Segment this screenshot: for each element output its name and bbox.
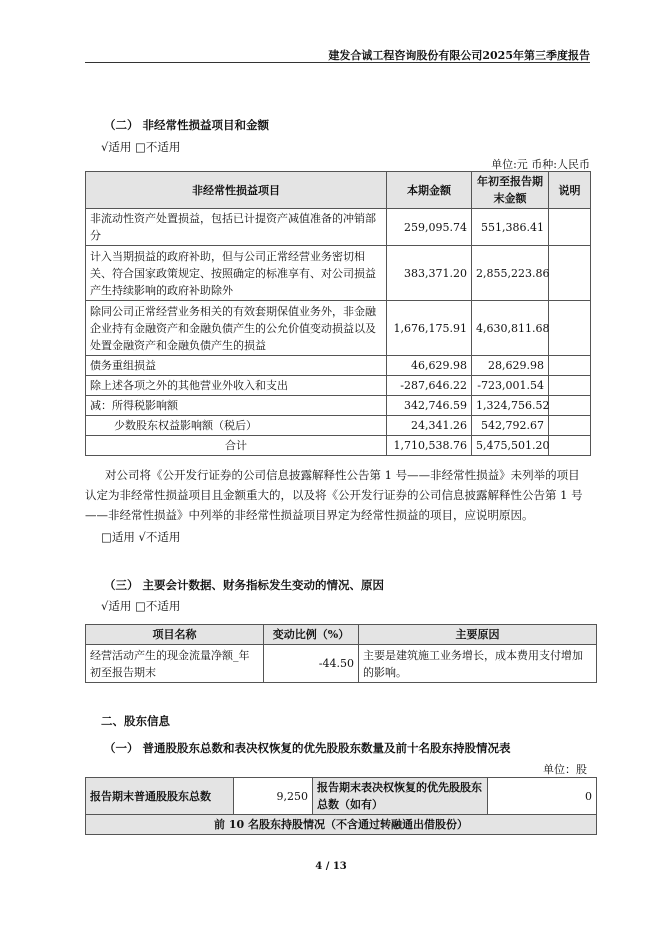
item-cell: 计入当期损益的政府补助，但与公司正常经营业务密切相关、符合国家政策规定、按照确定的标准享有、对公司损益产生持续影响的政府补助除外 — [86, 246, 387, 301]
reason-cell: 主要是建筑施工业务增长，成本费用支付增加的影响。 — [359, 645, 597, 683]
top10-title-cell: 前 10 名股东持股情况（不含通过转融通出借股份） — [86, 815, 597, 835]
explanation-paragraph: 对公司将《公开发行证券的公司信息披露解释性公告第 1 号——非经常性损益》未列举的项目认定为非经常性损益项目且金额重大的，以及将《公开发行证券的公司信息披露解释性公告第 1 号——非经常性损益》中列举的非经常性损益项目界定为经常性损益的项目，应说明原因。 — [85, 468, 583, 522]
applicable-indicator: □适用 √不适用 — [101, 530, 181, 544]
changes-table — [85, 624, 597, 683]
item-cell: 减：所得税影响额 — [86, 396, 387, 416]
ytd-amount-cell: 542,792.67 — [472, 416, 549, 436]
ytd-amount-cell: 5,475,501.20 — [472, 436, 549, 456]
item-name-cell: 经营活动产生的现金流量净额_年初至报告期末 — [86, 645, 264, 683]
total-shareholders-value: 9,250 — [234, 778, 313, 815]
note-cell — [549, 376, 591, 396]
ytd-amount-cell: 28,629.98 — [472, 356, 549, 376]
table-row — [86, 209, 591, 246]
table-row — [86, 356, 591, 376]
table-row — [86, 645, 597, 683]
current-amount-cell: 1,710,538.76 — [387, 436, 472, 456]
current-amount-cell: 24,341.26 — [387, 416, 472, 436]
note-cell — [549, 209, 591, 246]
preferred-shareholders-value: 0 — [488, 778, 597, 815]
column-header: 主要原因 — [359, 625, 597, 645]
note-cell — [549, 436, 591, 456]
preferred-shareholders-label: 报告期末表决权恢复的优先股股东总数（如有） — [313, 778, 488, 815]
item-cell: 非流动性资产处置损益，包括已计提资产减值准备的冲销部分 — [86, 209, 387, 246]
table-row — [86, 246, 591, 301]
table-row — [86, 778, 597, 815]
table-row — [86, 301, 591, 356]
note-cell — [549, 416, 591, 436]
ytd-amount-cell: 1,324,756.52 — [472, 396, 549, 416]
table-total-row — [86, 436, 591, 456]
current-amount-cell: 383,371.20 — [387, 246, 472, 301]
current-amount-cell: 1,676,175.91 — [387, 301, 472, 356]
total-shareholders-label: 报告期末普通股股东总数 — [86, 778, 234, 815]
note-cell — [549, 246, 591, 301]
note-cell — [549, 396, 591, 416]
table-header-row — [86, 625, 597, 645]
total-label-cell: 合计 — [86, 436, 387, 456]
table-row — [86, 815, 597, 835]
running-header: 建发合诚工程咨询股份有限公司2025年第三季度报告 — [328, 49, 590, 62]
column-header: 非经常性损益项目 — [86, 172, 387, 209]
header-rule — [85, 62, 590, 63]
applicable-indicator: √适用 □不适用 — [101, 140, 181, 154]
item-cell: 除上述各项之外的其他营业外收入和支出 — [86, 376, 387, 396]
current-amount-cell: -287,646.22 — [387, 376, 472, 396]
column-header: 年初至报告期末金额 — [472, 172, 549, 209]
section-heading-changes: （三） 主要会计数据、财务指标发生变动的情况、原因 — [104, 578, 385, 592]
shareholder-table — [85, 777, 597, 835]
column-header: 本期金额 — [387, 172, 472, 209]
current-amount-cell: 342,746.59 — [387, 396, 472, 416]
column-header: 说明 — [549, 172, 591, 209]
item-cell: 债务重组损益 — [86, 356, 387, 376]
ytd-amount-cell: 2,855,223.86 — [472, 246, 549, 301]
subsection-heading-shareholders: （一） 普通股股东总数和表决权恢复的优先股股东数量及前十名股东持股情况表 — [104, 741, 511, 755]
item-cell: 少数股东权益影响额（税后） — [86, 416, 387, 436]
section-heading-shareholders: 二、股东信息 — [101, 714, 170, 728]
table-row — [86, 416, 591, 436]
current-amount-cell: 46,629.98 — [387, 356, 472, 376]
current-amount-cell: 259,095.74 — [387, 209, 472, 246]
ytd-amount-cell: 4,630,811.68 — [472, 301, 549, 356]
table-row — [86, 396, 591, 416]
ytd-amount-cell: 551,386.41 — [472, 209, 549, 246]
change-ratio-cell: -44.50 — [264, 645, 359, 683]
column-header: 变动比例（%） — [264, 625, 359, 645]
column-header: 项目名称 — [86, 625, 264, 645]
item-cell: 除同公司正常经营业务相关的有效套期保值业务外，非金融企业持有金融资产和金融负债产生的公允价值变动损益以及处置金融资产和金融负债产生的损益 — [86, 301, 387, 356]
page-number: 4 / 13 — [315, 861, 347, 872]
note-cell — [549, 301, 591, 356]
non-recurring-table — [85, 171, 591, 456]
table-header-row — [86, 172, 591, 209]
applicable-indicator: √适用 □不适用 — [101, 599, 181, 613]
unit-label: 单位：股 — [543, 763, 587, 776]
unit-label: 单位:元 币种:人民币 — [491, 158, 590, 171]
note-cell — [549, 356, 591, 376]
ytd-amount-cell: -723,001.54 — [472, 376, 549, 396]
section-heading-non-recurring: （二） 非经常性损益项目和金额 — [104, 118, 270, 132]
table-row — [86, 376, 591, 396]
